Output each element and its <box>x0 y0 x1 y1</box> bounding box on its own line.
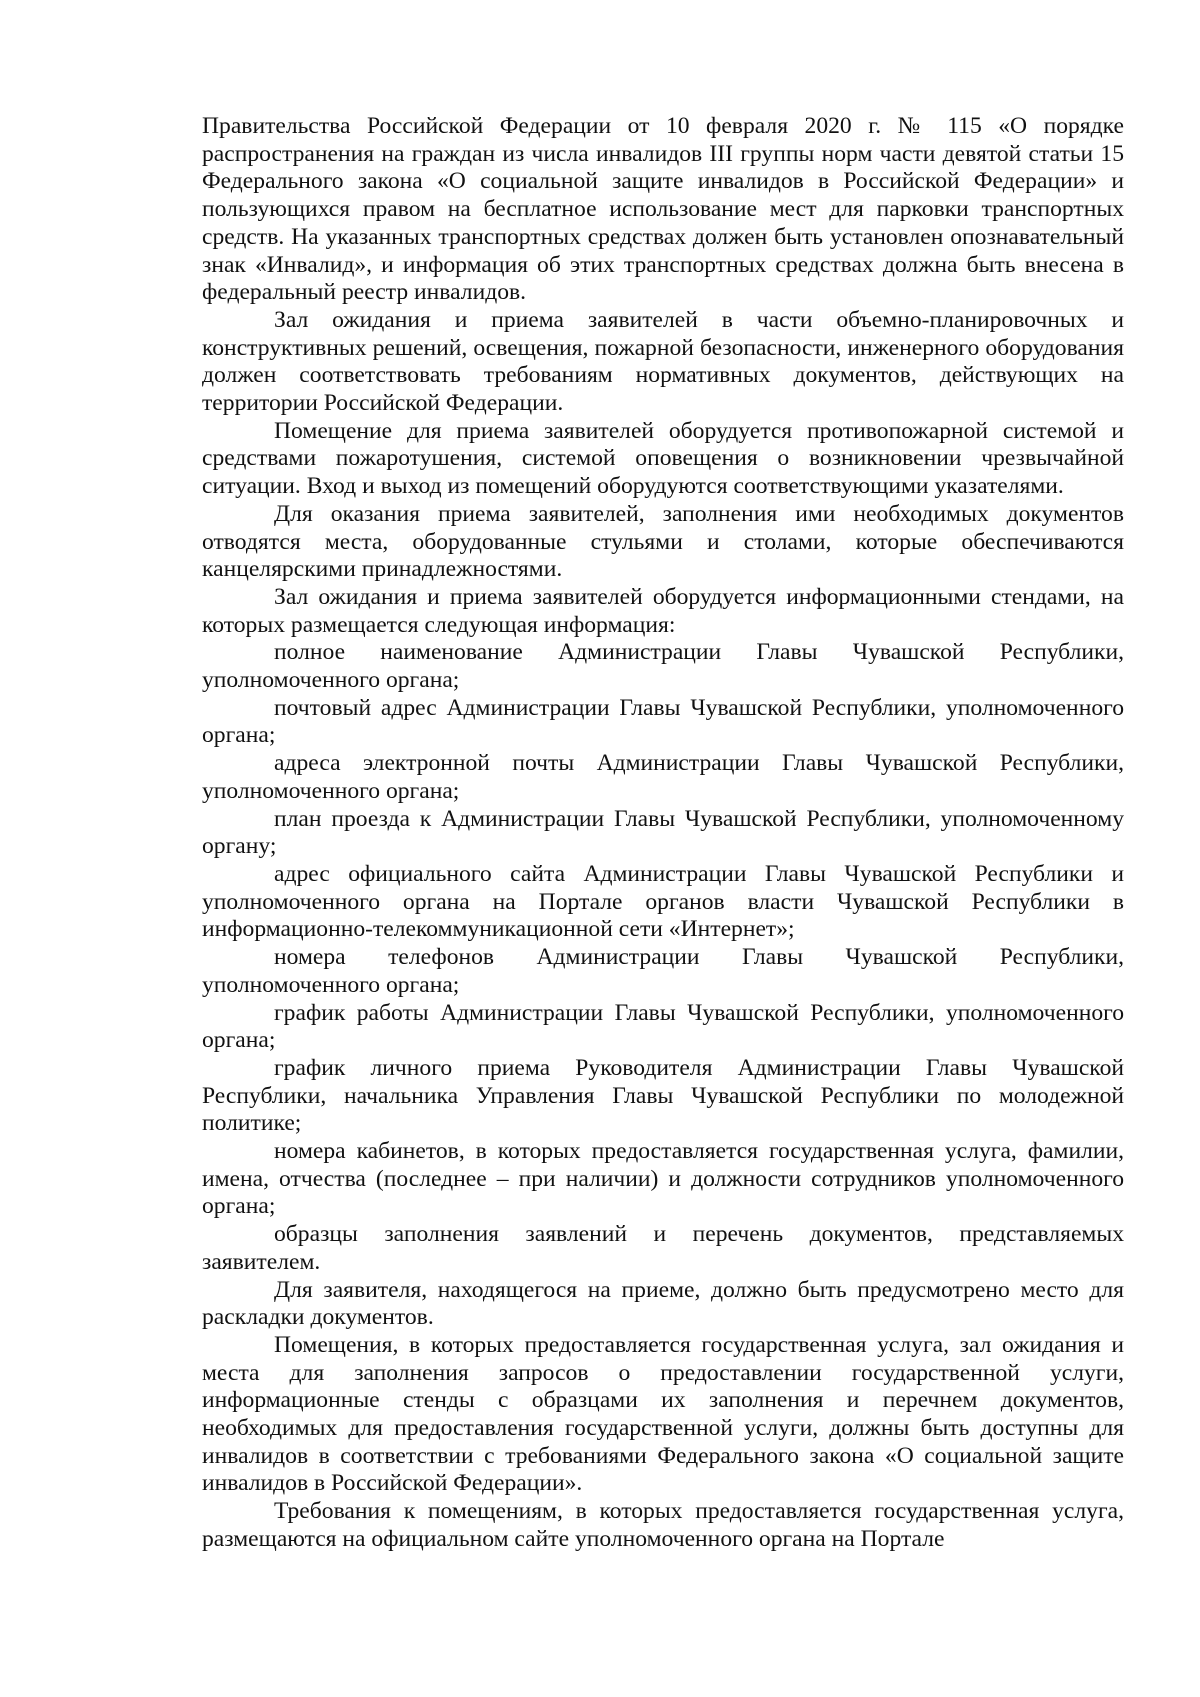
document-body <box>202 113 1124 1554</box>
paragraph-fire-safety: Помещение для приема заявителей оборудуется противопожарной системой и средствами пожаротушения, системой оповещения о возникновении чрезвычайной ситуации. Вход и выход из помещений оборудуются соответствующими указателями. <box>202 417 1124 500</box>
list-item-application-samples: образцы заполнения заявлений и перечень документов, представляемых заявителем. <box>202 1221 1124 1275</box>
paragraph-waiting-hall-requirements: Зал ожидания и приема заявителей в части объемно-планировочных и конструктивных решений, освещения, пожарной безопасности, инженерного оборудования должен соответствовать требованиям нормативных документов, действующих на территории Российской Федерации. <box>202 306 1124 417</box>
list-item-phone-numbers: номера телефонов Администрации Главы Чувашской Республики, уполномоченного органа; <box>202 944 1124 998</box>
paragraph-premises-requirements-published: Требования к помещениям, в которых предоставляется государственная услуга, размещаются на официальном сайте уполномоченного органа на Портале <box>202 1498 1124 1552</box>
paragraph-parking-continuation: Правительства Российской Федерации от 10 февраля 2020 г. № 115 «О порядке распространения на граждан из числа инвалидов III группы норм части девятой статьи 15 Федерального закона «О социальной защите инвалидов в Российской Федерации» и пользующихся правом на бесплатное использование мест для парковки транспортных средств. На указанных транспортных средствах должен быть установлен опознавательный знак «Инвалид», и информация об этих транспортных средствах должна быть внесена в федеральный реестр инвалидов. <box>202 113 1124 306</box>
list-item-reception-schedule: график личного приема Руководителя Администрации Главы Чувашской Республики, начальника Управления Главы Чувашской Республики по молодежной политике; <box>202 1054 1124 1137</box>
list-item-email-addresses: адреса электронной почты Администрации Главы Чувашской Республики, уполномоченного органа; <box>202 750 1124 804</box>
paragraph-document-layout-space: Для заявителя, находящегося на приеме, должно быть предусмотрено место для раскладки документов. <box>202 1276 1124 1331</box>
list-item-work-schedule: график работы Администрации Главы Чувашской Республики, уполномоченного органа; <box>202 999 1124 1054</box>
list-item-official-website: адрес официального сайта Администрации Главы Чувашской Республики и уполномоченного органа на Портале органов власти Чувашской Республики в информационно-телекоммуникационной сети «Интернет»; <box>202 860 1124 943</box>
list-item-postal-address: почтовый адрес Администрации Главы Чувашской Республики, уполномоченного органа; <box>202 694 1124 749</box>
list-item-full-name: полное наименование Администрации Главы Чувашской Республики, уполномоченного органа; <box>202 639 1124 694</box>
paragraph-accessibility: Помещения, в которых предоставляется государственная услуга, зал ожидания и места для заполнения запросов о предоставлении государственной услуги, информационные стенды с образцами их заполнения и перечнем документов, необходимых для предоставления государственной услуги, должны быть доступны для инвалидов в соответствии с требованиями Федерального закона «О социальной защите инвалидов в Российской Федерации». <box>202 1331 1124 1497</box>
list-item-travel-plan: план проезда к Администрации Главы Чувашской Республики, уполномоченному органу; <box>202 805 1124 860</box>
paragraph-information-stands: Зал ожидания и приема заявителей оборудуется информационными стендами, на которых размещается следующая информация: <box>202 583 1124 638</box>
paragraph-workplaces: Для оказания приема заявителей, заполнения ими необходимых документов отводятся места, оборудованные стульями и столами, которые обеспечиваются канцелярскими принадлежностями. <box>202 500 1124 583</box>
list-item-office-numbers: номера кабинетов, в которых предоставляется государственная услуга, фамилии, имена, отчества (последнее – при наличии) и должности сотрудников уполномоченного органа; <box>202 1138 1124 1220</box>
